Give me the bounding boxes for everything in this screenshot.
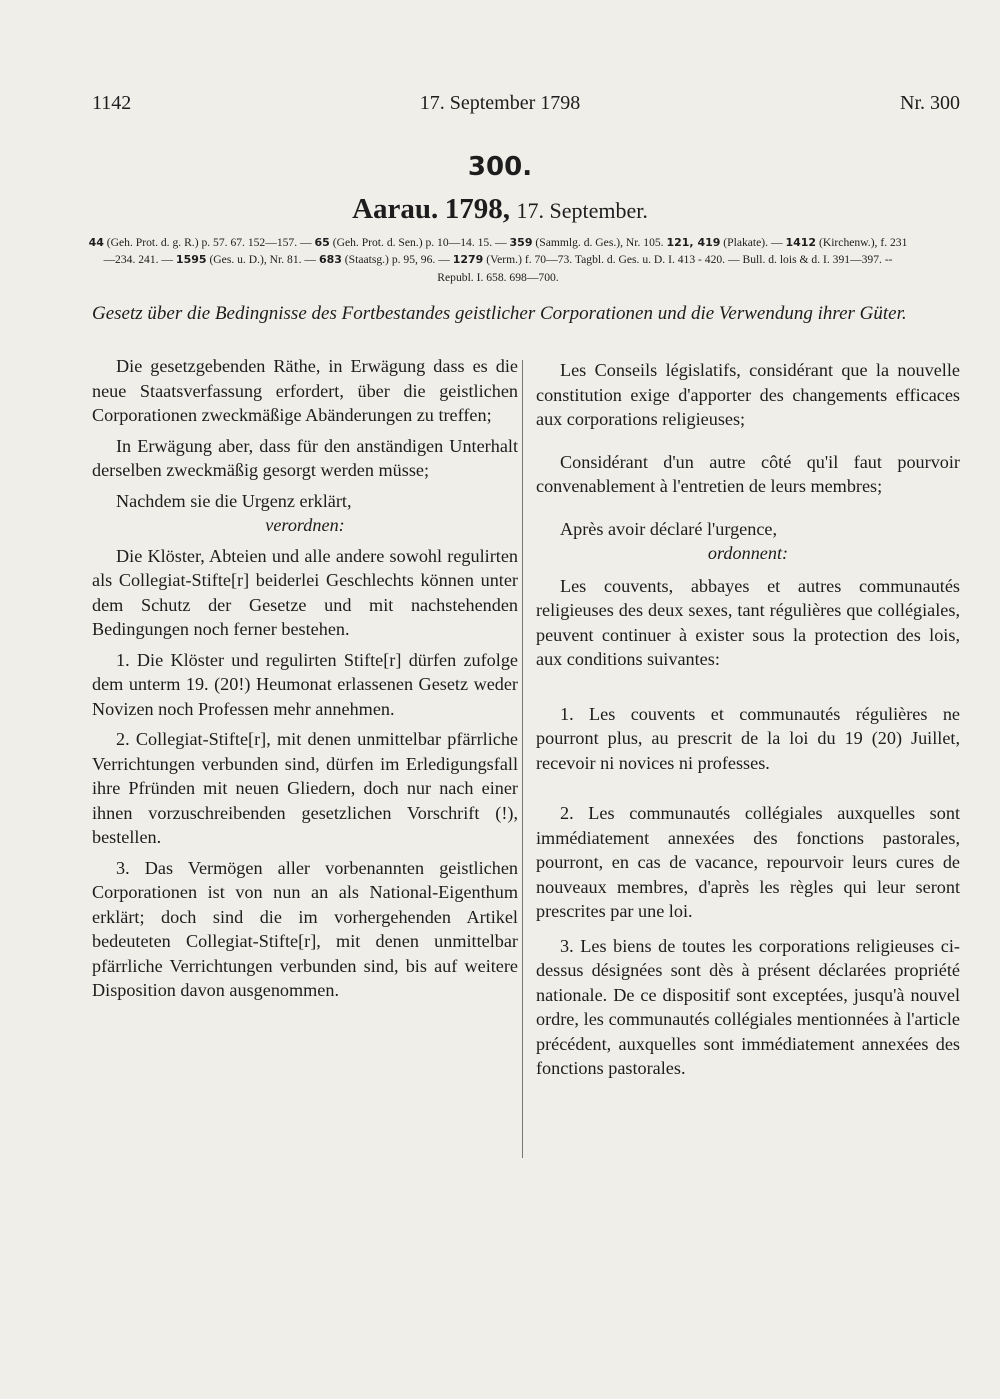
paragraph: Die Klöster, Abteien und alle andere sowohl regulirten als Collegiat-Stifte[r] beiderlei Geschlechts können unter dem Schutz der Gesetze und mit nachstehenden Bedingungen noch ferner bestehen. (92, 545, 518, 639)
enacting-clause: verordnen: (265, 515, 345, 535)
paragraph: Die gesetzgebenden Räthe, in Erwägung dass es die neue Staatsverfassung erfordert, über die geistlichen Corporationen zweckmäßige Abänderungen zu treffen; (92, 356, 518, 425)
article-2: 2. Collegiat-Stifte[r], mit denen unmittelbar pfärrliche Verrichtungen verbunden sind, dürfen im Erledigungsfall ihre Pfründen mit neuen Gliedern, doch nur nach einer ihnen vorzuschreibenden gesetzlichen Vorschrift (!), bestellen. (92, 729, 518, 847)
source-ref: 683 (Staatsg.) p. 95, 96. — (318, 253, 453, 267)
source-references (88, 234, 908, 286)
paragraph: Considérant d'un autre côté qu'il faut pourvoir convenablement à l'entretien de leurs membres; (536, 451, 960, 496)
year: 1798, (444, 193, 511, 225)
place: Aarau. (352, 193, 439, 225)
page-number: 1142 (92, 92, 132, 114)
article-2: 2. Les communautés collégiales auxquelles sont immédiatement annexées des fonctions pastorales, pourront, en cas de vacance, repourvoir leurs cures de nouveaux membres, d'après les règles qui leur seront prescrites par une loi. (536, 803, 960, 921)
paragraph: Les couvents, abbayes et autres communautés religieuses des deux sexes, tant régulières que collégiales, peuvent continuer à exister sous la protection des lois, aux conditions suivantes: (536, 575, 960, 669)
paragraph: In Erwägung aber, dass für den anständigen Unterhalt derselben zweckmäßig gesorgt werden müsse; (92, 435, 518, 480)
column-divider (522, 360, 523, 1158)
paragraph: Après avoir déclaré l'urgence, (560, 518, 778, 539)
french-column (536, 358, 960, 1081)
document-number: 300. (467, 152, 533, 182)
date: 17. September. (516, 198, 648, 223)
law-title: Gesetz über die Bedingnisse des Fortbestandes geistlicher Corporationen und die Verwendung ihrer Güter. (92, 303, 907, 324)
german-column (92, 354, 518, 1003)
source-ref: 1595 (Ges. u. D.), Nr. 81. — (175, 253, 319, 267)
article-3: 3. Les biens de toutes les corporations religieuses ci-dessus désignées sont dès à présent déclarées propriété nationale. De ce dispositif sont exceptées, jusqu'à nouvel ordre, les communautés collégiales mentionnées à l'article précédent, auxquelles sont immédiatement annexées des fonctions pastorales. (536, 935, 960, 1078)
source-ref: 44 (Geh. Prot. d. g. R.) p. 57. 67. 152—157. — (88, 236, 315, 249)
source-ref: 359 (Sammlg. d. Ges.), Nr. 105. (509, 236, 667, 249)
source-ref: 1279 (Verm.) f. 70—73. Tagbl. d. Ges. u. D. I. 413 - 420. — Bull. d. lois & d. I. 391—397. -- Republ. I. 658. 698—700. (437, 253, 893, 284)
header-number: Nr. 300 (900, 92, 960, 114)
paragraph: Les Conseils législatifs, considérant que la nouvelle constitution exige d'apporter des changements efficaces aux corporations religieuses; (536, 360, 960, 429)
article-1: 1. Die Klöster und regulirten Stifte[r] dürfen zufolge dem unterm 19. (20!) Heumonat erlassenen Gesetz weder Novizen noch Professen mehr annehmen. (92, 649, 518, 719)
source-ref: 65 (Geh. Prot. d. Sen.) p. 10—14. 15. — (314, 236, 510, 249)
article-1: 1. Les couvents et communautés régulières ne pourront plus, au prescrit de la loi du 19 (20) Juillet, recevoir ni novices ni professes. (536, 703, 960, 773)
source-ref: 1412 (Kirchenw.), f. 231—234. 241. — (103, 236, 908, 267)
source-ref: 121, 419 (Plakate). — (666, 236, 786, 249)
enacting-clause: ordonnent: (707, 543, 789, 563)
article-3: 3. Das Vermögen aller vorbenannten geistlichen Corporationen ist von nun an als National-Eigenthum erklärt; doch sind die im vorhergehenden Artikel bedeuteten Collegiat-Stifte[r], mit denen unmittelbar pfärrliche Verrichtungen verbunden sind, bis auf weitere Disposition davon ausgenommen. (92, 857, 518, 1000)
running-head (0, 92, 1000, 122)
paragraph: Nachdem sie die Urgenz erklärt, (116, 490, 352, 511)
place-date-heading (0, 193, 1000, 226)
header-date: 17. September 1798 (419, 92, 581, 114)
